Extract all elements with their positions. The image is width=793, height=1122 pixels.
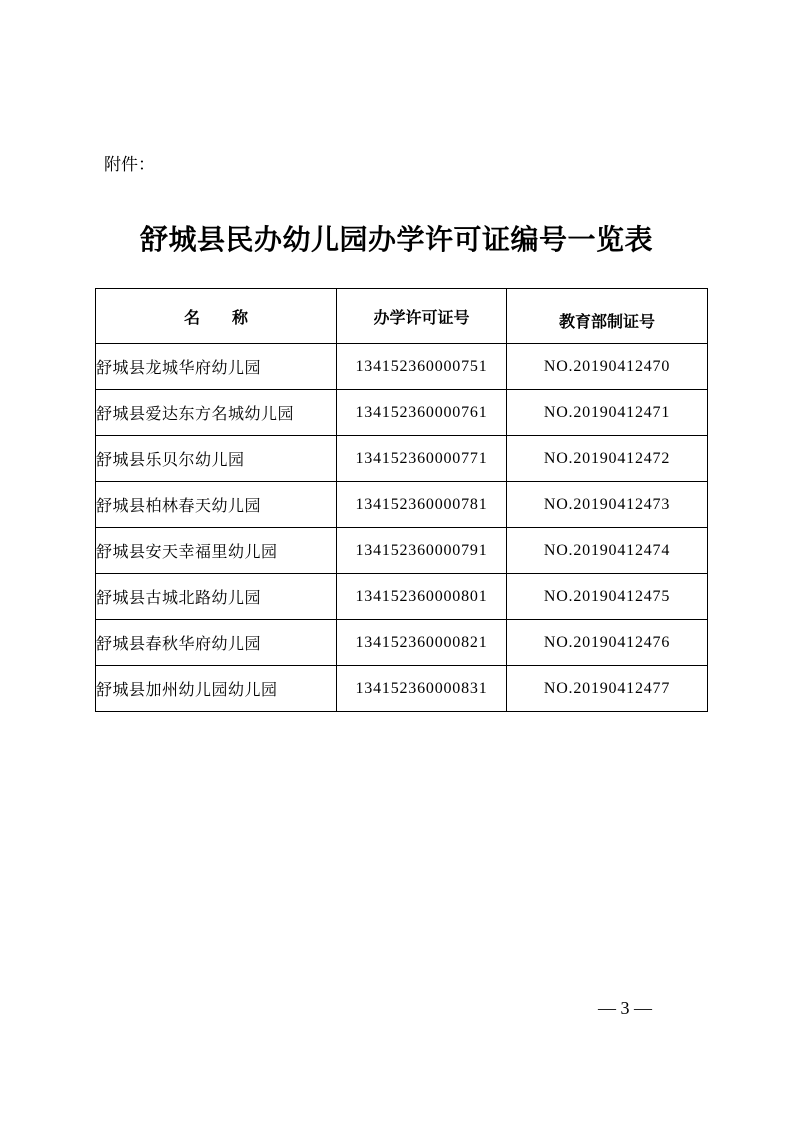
table-row: [96, 482, 708, 528]
kindergarten-name: 舒城县龙城华府幼儿园: [96, 344, 337, 390]
permit-table: [95, 288, 708, 712]
license-number: 134152360000751: [337, 344, 507, 390]
moe-certificate-number: NO.20190412476: [507, 620, 708, 666]
license-number: 134152360000821: [337, 620, 507, 666]
license-number: 134152360000781: [337, 482, 507, 528]
license-number: 134152360000801: [337, 574, 507, 620]
kindergarten-name: 舒城县柏林春天幼儿园: [96, 482, 337, 528]
kindergarten-name: 舒城县加州幼儿园幼儿园: [96, 666, 337, 712]
table-header-row: [96, 289, 708, 344]
header-moe-certificate-number: 教育部制证号: [507, 289, 708, 344]
table-row: [96, 344, 708, 390]
kindergarten-name: 舒城县爱达东方名城幼儿园: [96, 390, 337, 436]
table-row: [96, 390, 708, 436]
moe-certificate-number: NO.20190412472: [507, 436, 708, 482]
header-license-number: 办学许可证号: [337, 289, 507, 344]
moe-certificate-number: NO.20190412471: [507, 390, 708, 436]
moe-certificate-number: NO.20190412475: [507, 574, 708, 620]
table-row: [96, 436, 708, 482]
header-name: 名 称: [96, 289, 337, 344]
license-number: 134152360000771: [337, 436, 507, 482]
table-row: [96, 528, 708, 574]
moe-certificate-number: NO.20190412474: [507, 528, 708, 574]
attachment-label: 附件：: [104, 155, 155, 175]
moe-certificate-number: NO.20190412477: [507, 666, 708, 712]
document-title: 舒城县民办幼儿园办学许可证编号一览表: [139, 223, 653, 256]
license-number: 134152360000761: [337, 390, 507, 436]
kindergarten-name: 舒城县春秋华府幼儿园: [96, 620, 337, 666]
page-number: — 3 —: [598, 998, 652, 1018]
table-row: [96, 620, 708, 666]
kindergarten-name: 舒城县古城北路幼儿园: [96, 574, 337, 620]
table-row: [96, 666, 708, 712]
moe-certificate-number: NO.20190412473: [507, 482, 708, 528]
table-row: [96, 574, 708, 620]
license-number: 134152360000791: [337, 528, 507, 574]
kindergarten-name: 舒城县安天幸福里幼儿园: [96, 528, 337, 574]
moe-certificate-number: NO.20190412470: [507, 344, 708, 390]
license-number: 134152360000831: [337, 666, 507, 712]
kindergarten-name: 舒城县乐贝尔幼儿园: [96, 436, 337, 482]
